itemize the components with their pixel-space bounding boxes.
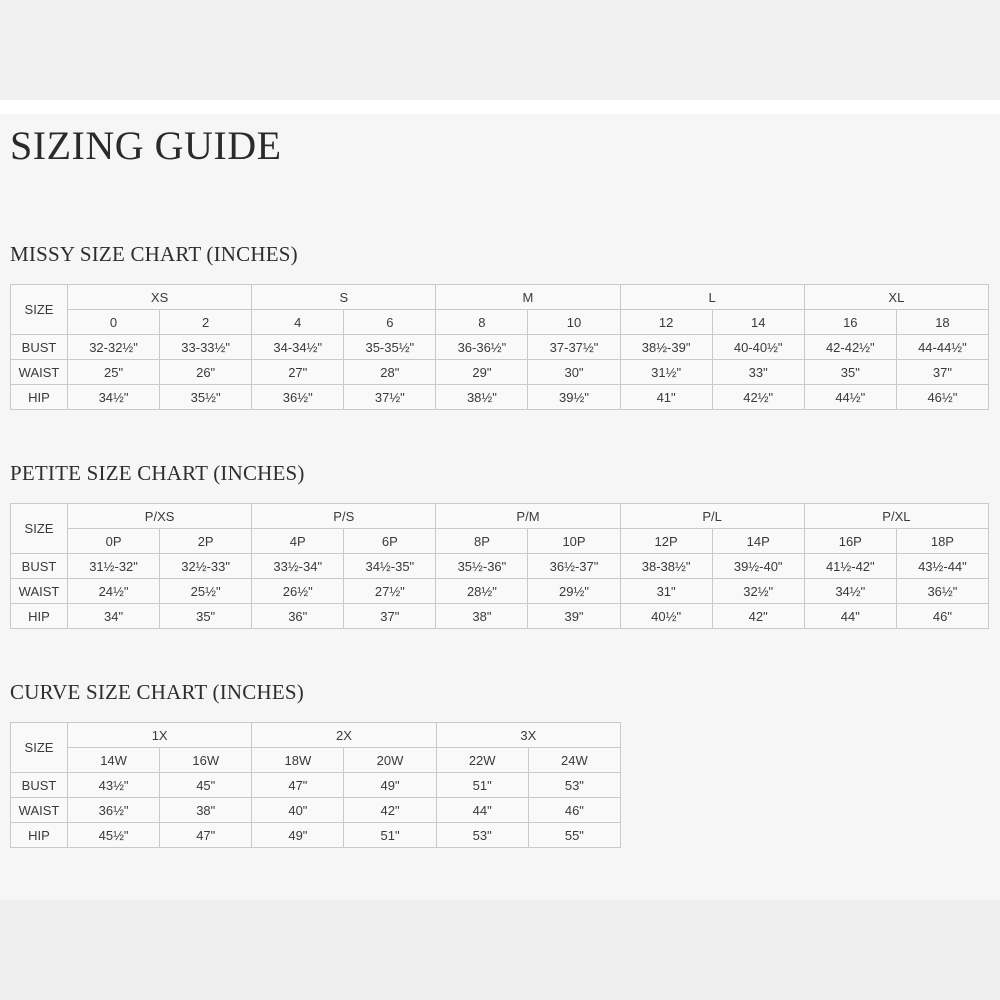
size-group-row: [11, 504, 989, 529]
bust-value: 32-32½": [68, 335, 160, 360]
size-value: 16W: [160, 748, 252, 773]
hip-value: 46½": [896, 385, 988, 410]
size-number-row: [11, 310, 989, 335]
size-value: 0P: [68, 529, 160, 554]
size-value: 8: [436, 310, 528, 335]
size-group-p-s: P/S: [252, 504, 436, 529]
size-value: 16: [804, 310, 896, 335]
hip-value: 47": [160, 823, 252, 848]
bust-value: 43½": [68, 773, 160, 798]
missy-size-table: [10, 284, 989, 410]
size-group-p-l: P/L: [620, 504, 804, 529]
bust-value: 39½-40": [712, 554, 804, 579]
hip-value: 36½": [252, 385, 344, 410]
hip-value: 36": [252, 604, 344, 629]
hip-row: [11, 604, 989, 629]
waist-value: 44": [436, 798, 528, 823]
hip-row: [11, 823, 621, 848]
size-group-l: L: [620, 285, 804, 310]
hip-value: 51": [344, 823, 436, 848]
size-value: 4P: [252, 529, 344, 554]
hip-value: 45½": [68, 823, 160, 848]
bust-label: BUST: [11, 773, 68, 798]
hip-value: 35": [160, 604, 252, 629]
size-group-s: S: [252, 285, 436, 310]
bust-label: BUST: [11, 335, 68, 360]
waist-value: 40": [252, 798, 344, 823]
waist-row: [11, 798, 621, 823]
size-number-row: [11, 748, 621, 773]
waist-value: 24½": [68, 579, 160, 604]
waist-value: 37": [896, 360, 988, 385]
size-value: 14: [712, 310, 804, 335]
hip-value: 37": [344, 604, 436, 629]
size-value: 12: [620, 310, 712, 335]
waist-value: 31": [620, 579, 712, 604]
bust-value: 35½-36": [436, 554, 528, 579]
petite-chart-title: PETITE SIZE CHART (INCHES): [10, 461, 305, 485]
bust-row: [11, 554, 989, 579]
hip-label: HIP: [11, 385, 68, 410]
hip-row: [11, 385, 989, 410]
hip-value: 46": [896, 604, 988, 629]
waist-value: 34½": [804, 579, 896, 604]
curve-chart-title: CURVE SIZE CHART (INCHES): [10, 680, 304, 704]
bust-value: 38-38½": [620, 554, 712, 579]
size-value: 6: [344, 310, 436, 335]
size-value: 0: [68, 310, 160, 335]
size-group-row: [11, 285, 989, 310]
bust-value: 51": [436, 773, 528, 798]
petite-size-table: [10, 503, 989, 629]
bust-value: 32½-33": [160, 554, 252, 579]
waist-value: 28½": [436, 579, 528, 604]
bust-value: 49": [344, 773, 436, 798]
size-value: 18W: [252, 748, 344, 773]
bottom-band: [0, 900, 1000, 1000]
size-value: 24W: [528, 748, 620, 773]
size-group-xs: XS: [68, 285, 252, 310]
size-group-2x: 2X: [252, 723, 436, 748]
bust-value: 41½-42": [804, 554, 896, 579]
bust-value: 36-36½": [436, 335, 528, 360]
waist-value: 32½": [712, 579, 804, 604]
size-number-row: [11, 529, 989, 554]
size-group-p-xs: P/XS: [68, 504, 252, 529]
waist-value: 38": [160, 798, 252, 823]
bust-value: 38½-39": [620, 335, 712, 360]
page-title: SIZING GUIDE: [10, 123, 282, 168]
bust-label: BUST: [11, 554, 68, 579]
size-header: SIZE: [11, 285, 68, 335]
hip-value: 35½": [160, 385, 252, 410]
size-value: 12P: [620, 529, 712, 554]
waist-value: 27": [252, 360, 344, 385]
waist-value: 31½": [620, 360, 712, 385]
hip-value: 39": [528, 604, 620, 629]
bust-value: 33-33½": [160, 335, 252, 360]
curve-size-table: [10, 722, 621, 848]
hip-value: 38½": [436, 385, 528, 410]
waist-label: WAIST: [11, 360, 68, 385]
waist-value: 27½": [344, 579, 436, 604]
waist-value: 35": [804, 360, 896, 385]
bust-value: 42-42½": [804, 335, 896, 360]
bust-value: 43½-44": [896, 554, 988, 579]
size-group-3x: 3X: [436, 723, 620, 748]
size-value: 6P: [344, 529, 436, 554]
waist-value: 29½": [528, 579, 620, 604]
bust-value: 53": [528, 773, 620, 798]
waist-value: 30": [528, 360, 620, 385]
page-gap: [0, 100, 1000, 114]
size-group-row: [11, 723, 621, 748]
hip-value: 44": [804, 604, 896, 629]
hip-value: 53": [436, 823, 528, 848]
waist-value: 29": [436, 360, 528, 385]
waist-value: 42": [344, 798, 436, 823]
size-value: 14W: [68, 748, 160, 773]
bust-value: 44-44½": [896, 335, 988, 360]
bust-value: 31½-32": [68, 554, 160, 579]
size-header: SIZE: [11, 504, 68, 554]
bust-value: 47": [252, 773, 344, 798]
size-group-m: M: [436, 285, 620, 310]
bust-value: 45": [160, 773, 252, 798]
size-value: 4: [252, 310, 344, 335]
waist-label: WAIST: [11, 798, 68, 823]
size-value: 10P: [528, 529, 620, 554]
size-group-xl: XL: [804, 285, 988, 310]
size-group-p-m: P/M: [436, 504, 620, 529]
hip-value: 42½": [712, 385, 804, 410]
hip-value: 49": [252, 823, 344, 848]
size-value: 8P: [436, 529, 528, 554]
bust-value: 34½-35": [344, 554, 436, 579]
missy-chart-title: MISSY SIZE CHART (INCHES): [10, 242, 298, 266]
size-value: 20W: [344, 748, 436, 773]
waist-value: 36½": [896, 579, 988, 604]
waist-value: 36½": [68, 798, 160, 823]
size-group-p-xl: P/XL: [804, 504, 988, 529]
hip-value: 42": [712, 604, 804, 629]
hip-label: HIP: [11, 823, 68, 848]
size-value: 2: [160, 310, 252, 335]
size-value: 16P: [804, 529, 896, 554]
waist-row: [11, 579, 989, 604]
top-band: [0, 0, 1000, 100]
hip-value: 40½": [620, 604, 712, 629]
bust-value: 34-34½": [252, 335, 344, 360]
size-value: 18: [896, 310, 988, 335]
hip-value: 44½": [804, 385, 896, 410]
hip-label: HIP: [11, 604, 68, 629]
size-value: 22W: [436, 748, 528, 773]
hip-value: 38": [436, 604, 528, 629]
waist-value: 26½": [252, 579, 344, 604]
bust-value: 36½-37": [528, 554, 620, 579]
hip-value: 34½": [68, 385, 160, 410]
size-value: 10: [528, 310, 620, 335]
bust-value: 40-40½": [712, 335, 804, 360]
size-value: 2P: [160, 529, 252, 554]
waist-value: 33": [712, 360, 804, 385]
waist-value: 25": [68, 360, 160, 385]
size-group-1x: 1X: [68, 723, 252, 748]
waist-value: 28": [344, 360, 436, 385]
bust-value: 33½-34": [252, 554, 344, 579]
waist-row: [11, 360, 989, 385]
bust-value: 37-37½": [528, 335, 620, 360]
bust-row: [11, 773, 621, 798]
hip-value: 39½": [528, 385, 620, 410]
waist-value: 26": [160, 360, 252, 385]
hip-value: 41": [620, 385, 712, 410]
bust-row: [11, 335, 989, 360]
hip-value: 37½": [344, 385, 436, 410]
hip-value: 34": [68, 604, 160, 629]
waist-value: 46": [528, 798, 620, 823]
size-value: 14P: [712, 529, 804, 554]
hip-value: 55": [528, 823, 620, 848]
waist-label: WAIST: [11, 579, 68, 604]
bust-value: 35-35½": [344, 335, 436, 360]
size-value: 18P: [896, 529, 988, 554]
size-header: SIZE: [11, 723, 68, 773]
waist-value: 25½": [160, 579, 252, 604]
